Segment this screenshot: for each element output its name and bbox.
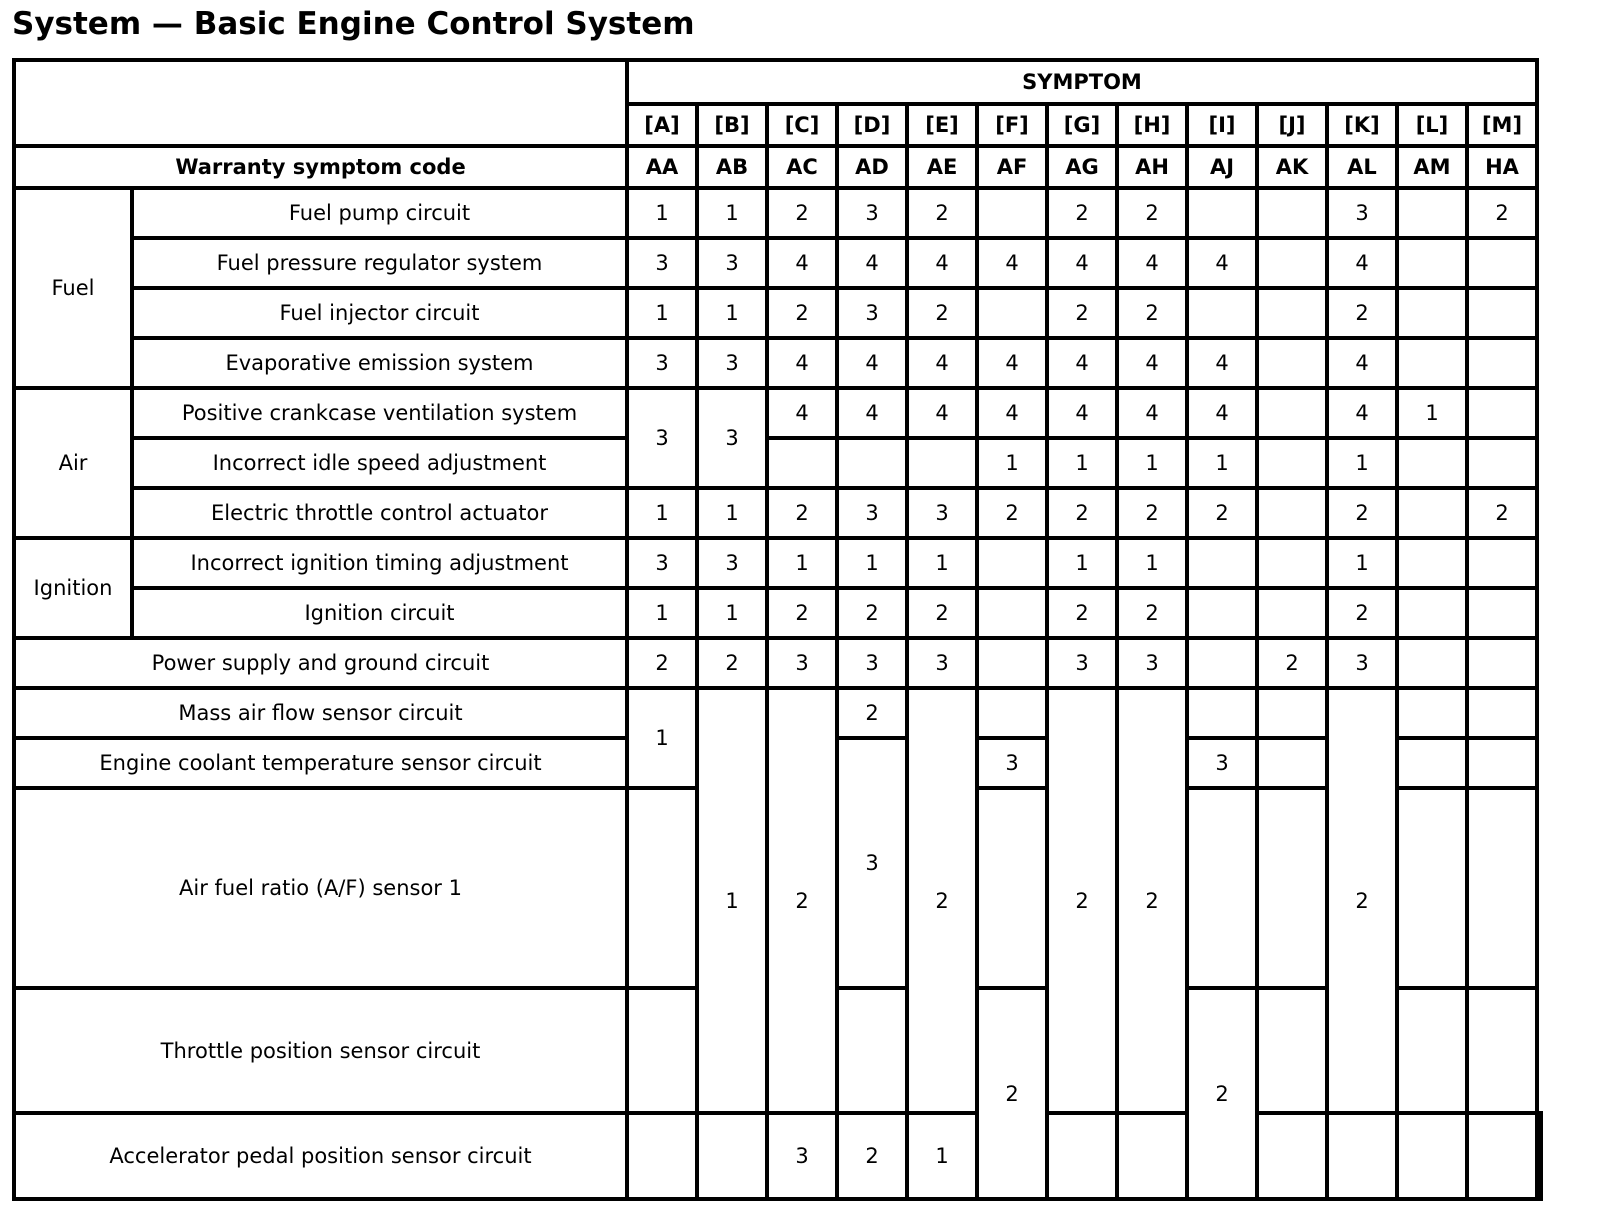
- cell: 3: [1327, 188, 1397, 238]
- cell: 3: [697, 338, 767, 388]
- table-row: [14, 588, 1541, 638]
- cell: 4: [1047, 338, 1117, 388]
- cell: 3: [837, 488, 907, 538]
- cell: [1467, 238, 1537, 288]
- cell: 2: [1467, 488, 1537, 538]
- cell: 1: [907, 538, 977, 588]
- cell: 1: [627, 488, 697, 538]
- cell: 3: [767, 638, 837, 688]
- cell: 4: [837, 238, 907, 288]
- cell: [1257, 238, 1327, 288]
- cell: [1467, 288, 1537, 338]
- cell: 2: [1117, 288, 1187, 338]
- cell: 3: [627, 388, 697, 488]
- table-row: [14, 488, 1541, 538]
- cell: 2: [907, 188, 977, 238]
- cell: [1467, 688, 1537, 738]
- cell: 2: [1117, 588, 1187, 638]
- cell: 4: [1117, 238, 1187, 288]
- symptom-col-e: [E]: [907, 104, 977, 146]
- cell: 2: [1327, 588, 1397, 638]
- table-row: [14, 288, 1541, 338]
- warranty-row: [14, 146, 1541, 188]
- cell: 2: [1117, 188, 1187, 238]
- cell: [627, 788, 697, 988]
- cell: 3: [697, 538, 767, 588]
- cell: 2: [837, 588, 907, 638]
- warranty-code: AJ: [1187, 146, 1257, 188]
- cell: 2: [1047, 588, 1117, 638]
- cell: 2: [837, 1113, 907, 1199]
- table-row: [14, 638, 1541, 688]
- warranty-code: AK: [1257, 146, 1327, 188]
- cell: 2: [977, 988, 1047, 1199]
- cell: 3: [627, 538, 697, 588]
- cell: [1257, 738, 1327, 788]
- cell: [907, 438, 977, 488]
- cell: 4: [1117, 338, 1187, 388]
- cell: 1: [697, 588, 767, 638]
- table-row: [14, 438, 1541, 488]
- cell: 1: [627, 288, 697, 338]
- item-label: Accelerator pedal position sensor circuit: [14, 1113, 627, 1199]
- item-label: Engine coolant temperature sensor circuit: [14, 738, 627, 788]
- cell: 1: [977, 438, 1047, 488]
- table-row: [14, 188, 1541, 238]
- item-label: Incorrect ignition timing adjustment: [132, 538, 627, 588]
- symptom-col-k: [K]: [1327, 104, 1397, 146]
- cell: [1187, 788, 1257, 988]
- cell: [1467, 388, 1537, 438]
- cell: [1467, 738, 1537, 788]
- cell: [1257, 588, 1327, 638]
- item-label: Fuel pressure regulator system: [132, 238, 627, 288]
- cell: [1257, 288, 1327, 338]
- cell: [1397, 188, 1467, 238]
- cell: 1: [1117, 538, 1187, 588]
- cell: 4: [837, 338, 907, 388]
- cell: [1047, 1113, 1117, 1199]
- cell: [627, 1113, 697, 1199]
- warranty-code: AF: [977, 146, 1047, 188]
- cell: [977, 688, 1047, 738]
- cell: 4: [1047, 388, 1117, 438]
- symptom-col-h: [H]: [1117, 104, 1187, 146]
- cell: 3: [1327, 638, 1397, 688]
- cell: [697, 1113, 767, 1199]
- cell: 4: [1187, 388, 1257, 438]
- cell: 2: [907, 688, 977, 1113]
- cell: 4: [1187, 338, 1257, 388]
- cell: 2: [767, 288, 837, 338]
- cell: 2: [767, 188, 837, 238]
- cell: 1: [627, 688, 697, 788]
- cell: [1257, 338, 1327, 388]
- warranty-label: Warranty symptom code: [14, 146, 627, 188]
- cell: [1257, 188, 1327, 238]
- table-row: [14, 338, 1541, 388]
- cell: 1: [1187, 438, 1257, 488]
- cell: 1: [697, 188, 767, 238]
- cell: 3: [837, 288, 907, 338]
- cell: [1397, 438, 1467, 488]
- item-label: Fuel injector circuit: [132, 288, 627, 338]
- item-label: Positive crankcase ventilation system: [132, 388, 627, 438]
- cell: 2: [697, 638, 767, 688]
- cell: 2: [767, 588, 837, 638]
- cell: 2: [1327, 488, 1397, 538]
- group-ignition: Ignition: [14, 538, 132, 638]
- cell: 1: [1117, 438, 1187, 488]
- cell: [1257, 1113, 1327, 1199]
- symptom-col-g: [G]: [1047, 104, 1117, 146]
- cell: 2: [1187, 988, 1257, 1199]
- cell: 2: [977, 488, 1047, 538]
- cell: 1: [697, 488, 767, 538]
- cell: [1397, 288, 1467, 338]
- cell: 2: [1327, 288, 1397, 338]
- cell: 4: [977, 338, 1047, 388]
- cell: [1187, 588, 1257, 638]
- cell: [1397, 338, 1467, 388]
- cell: 2: [1047, 188, 1117, 238]
- cell: 3: [1047, 638, 1117, 688]
- cell: 2: [767, 488, 837, 538]
- cell: 2: [627, 638, 697, 688]
- cell: 3: [697, 238, 767, 288]
- symptom-header: SYMPTOM: [627, 60, 1537, 104]
- cell: 4: [907, 238, 977, 288]
- cell: [977, 588, 1047, 638]
- cell: [977, 538, 1047, 588]
- cell: [1467, 638, 1537, 688]
- warranty-code: AE: [907, 146, 977, 188]
- symptom-col-l: [L]: [1397, 104, 1467, 146]
- cell: 4: [1327, 238, 1397, 288]
- table-row: [14, 238, 1541, 288]
- cell: 2: [1047, 288, 1117, 338]
- cell: [977, 188, 1047, 238]
- cell: 4: [1187, 238, 1257, 288]
- cell: [1467, 588, 1537, 638]
- header-row-symptom: [14, 60, 1541, 104]
- cell: [1187, 288, 1257, 338]
- cell: [1187, 538, 1257, 588]
- cell: [1397, 988, 1467, 1113]
- cell: [1327, 1113, 1397, 1199]
- cell: [627, 988, 697, 1113]
- cell: 3: [837, 638, 907, 688]
- cell: 3: [907, 488, 977, 538]
- cell: 3: [837, 188, 907, 238]
- cell: [1397, 788, 1467, 988]
- cell: 3: [907, 638, 977, 688]
- cell: [1537, 1113, 1541, 1199]
- symptom-col-f: [F]: [977, 104, 1047, 146]
- cell: 4: [977, 238, 1047, 288]
- item-label: Ignition circuit: [132, 588, 627, 638]
- cell: 1: [627, 188, 697, 238]
- warranty-code: AH: [1117, 146, 1187, 188]
- cell: [1467, 538, 1537, 588]
- cell: 1: [1397, 388, 1467, 438]
- cell: [837, 988, 907, 1113]
- warranty-code: AG: [1047, 146, 1117, 188]
- warranty-code: AA: [627, 146, 697, 188]
- cell: [1467, 788, 1537, 988]
- cell: 3: [627, 238, 697, 288]
- cell: 4: [767, 388, 837, 438]
- cell: 1: [1327, 538, 1397, 588]
- cell: [767, 438, 837, 488]
- symptom-col-a: [A]: [627, 104, 697, 146]
- symptom-col-m: [M]: [1467, 104, 1537, 146]
- warranty-code: AM: [1397, 146, 1467, 188]
- item-label: Power supply and ground circuit: [14, 638, 627, 688]
- cell: 2: [1047, 488, 1117, 538]
- warranty-code: HA: [1467, 146, 1537, 188]
- group-fuel: Fuel: [14, 188, 132, 388]
- cell: 2: [837, 688, 907, 738]
- symptom-col-d: [D]: [837, 104, 907, 146]
- symptom-col-j: [J]: [1257, 104, 1327, 146]
- cell: 4: [767, 338, 837, 388]
- table-row: [14, 1113, 1541, 1199]
- item-label: Throttle position sensor circuit: [14, 988, 627, 1113]
- warranty-code: AD: [837, 146, 907, 188]
- cell: 3: [767, 1113, 837, 1199]
- cell: 3: [697, 388, 767, 488]
- cell: [977, 788, 1047, 988]
- cell: [1257, 688, 1327, 738]
- cell: 4: [767, 238, 837, 288]
- cell: 1: [837, 538, 907, 588]
- cell: 4: [907, 388, 977, 438]
- table-row: [14, 538, 1541, 588]
- cell: 4: [907, 338, 977, 388]
- cell: [1467, 438, 1537, 488]
- cell: 2: [1047, 688, 1117, 1113]
- cell: [1397, 688, 1467, 738]
- cell: 2: [1117, 488, 1187, 538]
- table-row: [14, 688, 1541, 738]
- table-row: [14, 388, 1541, 438]
- cell: [1397, 238, 1467, 288]
- cell: 2: [907, 288, 977, 338]
- cell: 1: [1047, 438, 1117, 488]
- cell: 2: [1257, 638, 1327, 688]
- cell: 2: [767, 688, 837, 1113]
- cell: [1187, 638, 1257, 688]
- cell: [977, 638, 1047, 688]
- cell: [1467, 1113, 1537, 1199]
- cell: [1397, 1113, 1467, 1199]
- cell: 4: [1047, 238, 1117, 288]
- cell: [1257, 388, 1327, 438]
- cell: [1187, 688, 1257, 738]
- symptom-col-b: [B]: [697, 104, 767, 146]
- cell: 3: [977, 738, 1047, 788]
- cell: [1397, 588, 1467, 638]
- cell: 2: [1117, 688, 1187, 1113]
- cell: 1: [907, 1113, 977, 1199]
- cell: [1467, 338, 1537, 388]
- cell: [1257, 538, 1327, 588]
- page-title: System — Basic Engine Control System: [12, 6, 695, 42]
- cell: 3: [627, 338, 697, 388]
- cell: 3: [1187, 738, 1257, 788]
- item-label: Evaporative emission system: [132, 338, 627, 388]
- item-label: Air fuel ratio (A/F) sensor 1: [14, 788, 627, 988]
- cell: [1257, 788, 1327, 988]
- cell: 4: [837, 388, 907, 438]
- cell: [1257, 488, 1327, 538]
- cell: 4: [1117, 388, 1187, 438]
- symptom-col-c: [C]: [767, 104, 837, 146]
- symptom-table: [12, 58, 1543, 1201]
- cell: 2: [907, 588, 977, 638]
- cell: 1: [697, 688, 767, 1113]
- warranty-code: AL: [1327, 146, 1397, 188]
- item-label: Mass air flow sensor circuit: [14, 688, 627, 738]
- cell: 3: [837, 738, 907, 988]
- cell: [1467, 988, 1537, 1113]
- cell: 1: [697, 288, 767, 338]
- cell: 4: [1327, 388, 1397, 438]
- cell: [1187, 188, 1257, 238]
- cell: [1397, 638, 1467, 688]
- cell: 1: [627, 588, 697, 638]
- cell: [1397, 538, 1467, 588]
- cell: 1: [1327, 438, 1397, 488]
- cell: 3: [1117, 638, 1187, 688]
- item-label: Electric throttle control actuator: [132, 488, 627, 538]
- cell: [977, 288, 1047, 338]
- cell: [1397, 738, 1467, 788]
- item-label: Fuel pump circuit: [132, 188, 627, 238]
- warranty-code: AB: [697, 146, 767, 188]
- cell: 2: [1327, 688, 1397, 1113]
- cell: 2: [1467, 188, 1537, 238]
- cell: 1: [1047, 538, 1117, 588]
- cell: [1117, 1113, 1187, 1199]
- cell: [837, 438, 907, 488]
- cell: 4: [1327, 338, 1397, 388]
- cell: 4: [977, 388, 1047, 438]
- header-corner: [14, 60, 627, 146]
- item-label: Incorrect idle speed adjustment: [132, 438, 627, 488]
- cell: 2: [1187, 488, 1257, 538]
- cell: [1257, 438, 1327, 488]
- symptom-col-i: [I]: [1187, 104, 1257, 146]
- group-air: Air: [14, 388, 132, 538]
- cell: 1: [767, 538, 837, 588]
- warranty-code: AC: [767, 146, 837, 188]
- cell: [1397, 488, 1467, 538]
- cell: [1257, 988, 1327, 1113]
